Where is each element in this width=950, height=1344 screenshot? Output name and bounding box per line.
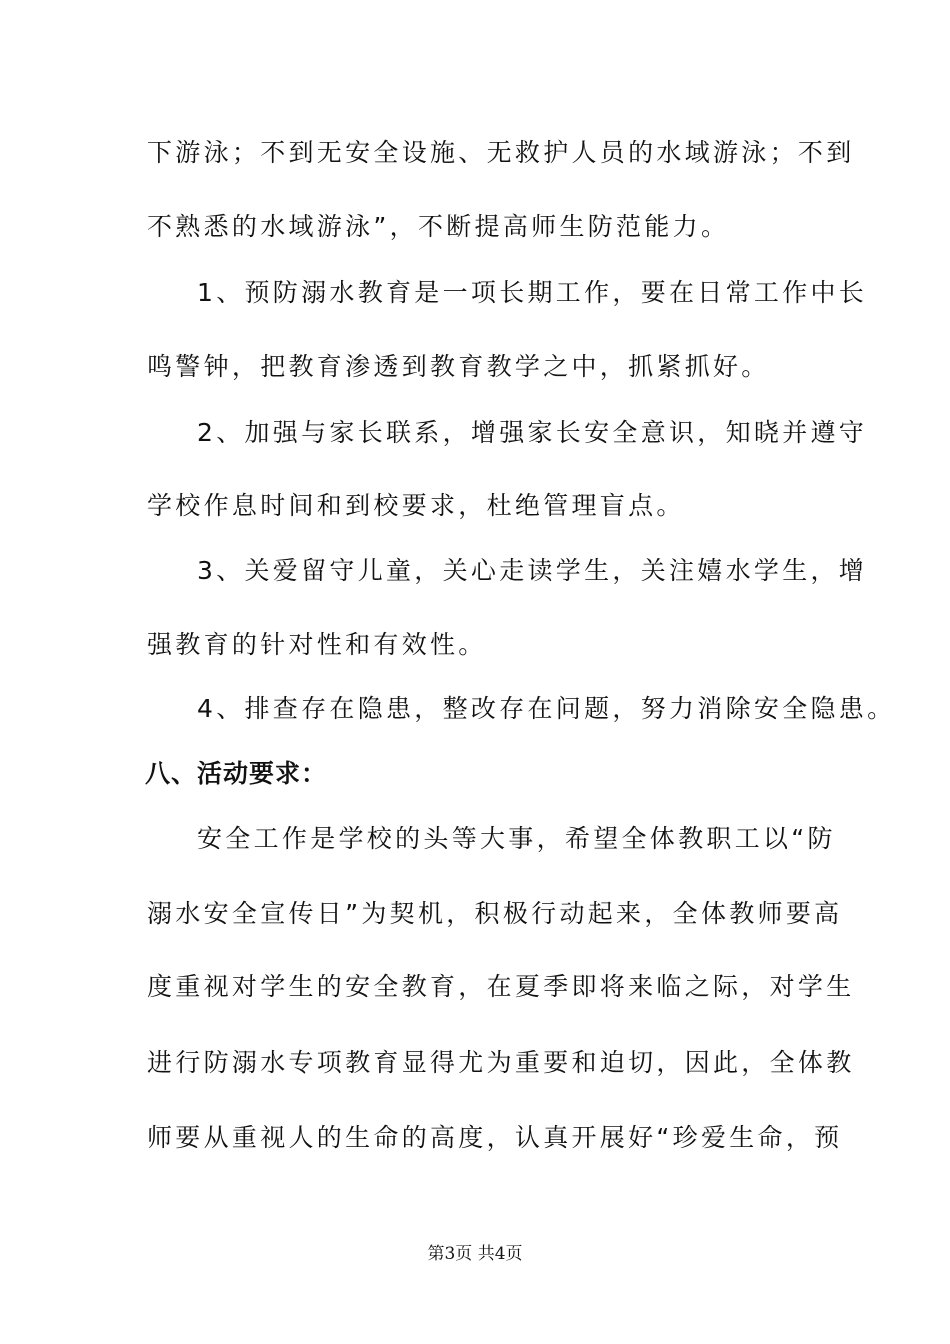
paragraph-line: 度重视对学生的安全教育，在夏季即将来临之际，对学生 (147, 972, 855, 1001)
paragraph-line: 师要从重视人的生命的高度，认真开展好“珍爱生命，预 (147, 1123, 843, 1152)
body-line: 鸣警钟，把教育渗透到教育教学之中，抓紧抓好。 (147, 352, 770, 381)
list-item-4: 4、排查存在隐患，整改存在问题，努力消除安全隐患。 (197, 694, 896, 723)
paragraph-line: 进行防溺水专项教育显得尤为重要和迫切，因此，全体教 (147, 1048, 855, 1077)
list-item-2: 2、加强与家长联系，增强家长安全意识，知晓并遵守 (197, 418, 868, 447)
body-line: 下游泳；不到无安全设施、无救护人员的水域游泳；不到 (147, 138, 855, 167)
list-item-3: 3、关爱留守儿童，关心走读学生，关注嬉水学生，增 (197, 556, 868, 585)
paragraph-line: 安全工作是学校的头等大事，希望全体教职工以“防 (197, 824, 836, 853)
page-number-footer: 第3页 共4页 (427, 1244, 523, 1264)
body-line: 不熟悉的水域游泳”，不断提高师生防范能力。 (147, 212, 730, 241)
body-line: 强教育的针对性和有效性。 (147, 630, 487, 659)
body-line: 学校作息时间和到校要求，杜绝管理盲点。 (147, 491, 685, 520)
list-item-1: 1、预防溺水教育是一项长期工作，要在日常工作中长 (197, 278, 868, 307)
section-heading: 八、活动要求： (145, 759, 328, 788)
paragraph-line: 溺水安全宣传日”为契机，积极行动起来，全体教师要高 (147, 899, 843, 928)
